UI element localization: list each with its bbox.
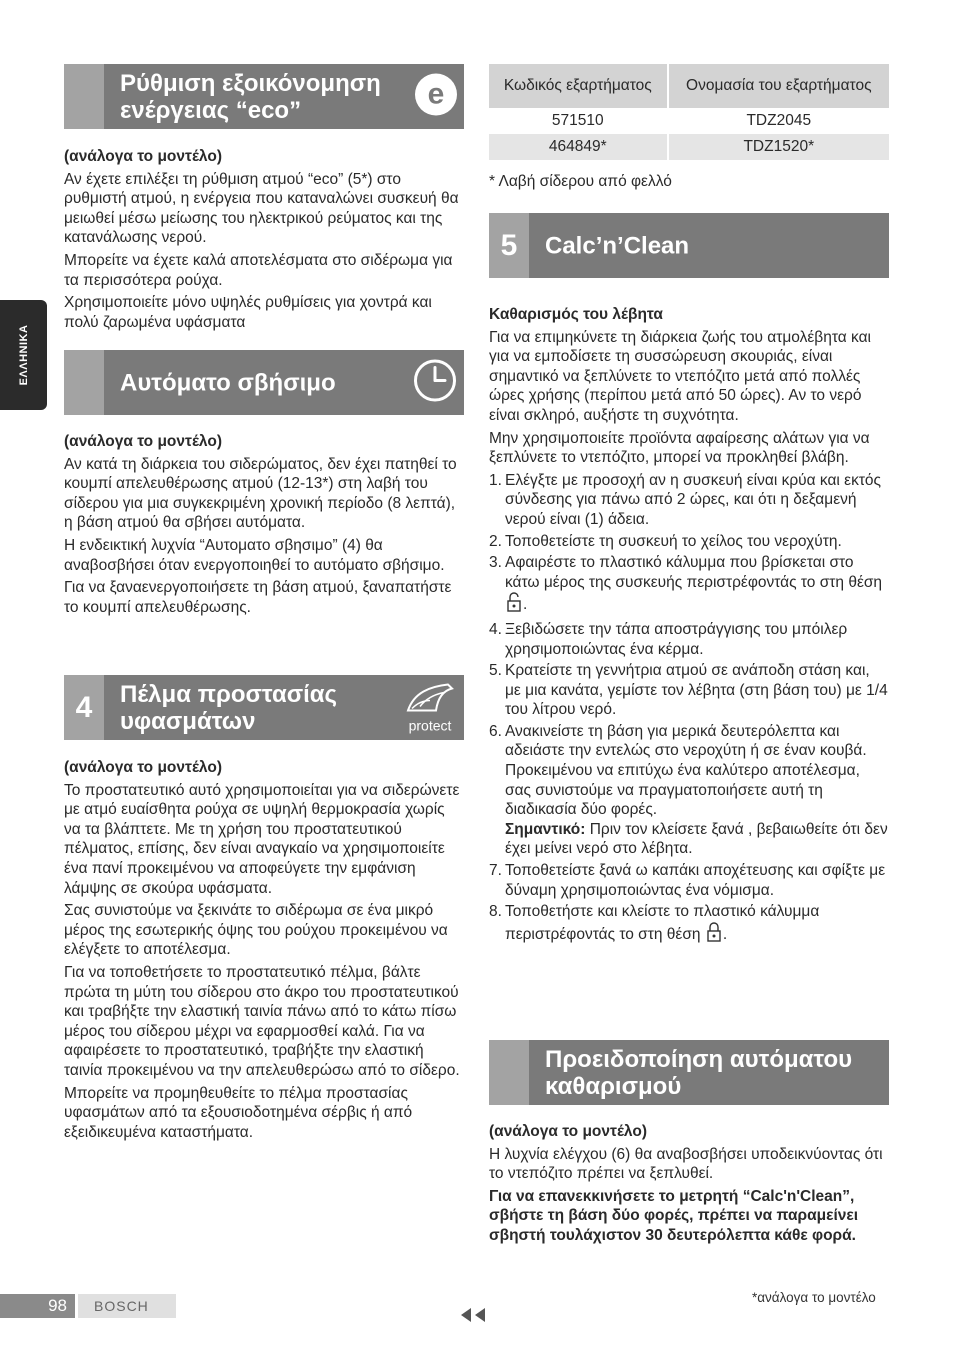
auto-clean-title: Προειδοποίηση αυτόματου καθαρισμού (545, 1045, 853, 1100)
auto-off-model-note: (ανάλογα το μοντέλο) (64, 433, 222, 450)
step-text: Τοποθετήστε και κλείστε το πλαστικό κάλυμμα περιστρέφοντάς το στη θέση (505, 903, 820, 943)
protect-title: Πέλμα προστασίας υφασμάτων (120, 680, 338, 735)
step-end: . (523, 596, 528, 614)
protect-icon (400, 676, 460, 739)
auto-clean-model-note: (ανάλογα το μοντέλο) (489, 1123, 647, 1140)
eco-paragraph: Μπορείτε να έχετε καλά αποτελέσματα στο σιδέρωμα για τα περισσότερα ρούχα. (64, 251, 453, 289)
protect-paragraph: Μπορείτε να προμηθευθείτε το πέλμα προστασίας υφασμάτων από τα εξουσιοδοτημένα σέρβις ή από εξειδικευμένα καταστήματα. (64, 1084, 413, 1141)
step-text: Κρατείστε τη γεννήτρια ατμού σε ανάποδη στάση και, με μια κανάτα, γεμίστε τον λέβητα (στη βάση του) με 1/4 του λίτρου νερό. (505, 662, 888, 719)
step-text: Ξεβιδώσετε την τάπα αποστράγγισης του μπόιλερ χρησιμοποιώντας ένα κέρμα. (505, 620, 848, 658)
table-row (489, 134, 889, 160)
eco-body (64, 147, 464, 335)
step-number: 8. (489, 903, 502, 921)
auto-clean-header (489, 1040, 889, 1105)
eco-header (64, 64, 464, 129)
auto-off-paragraph: Για να ξαναενεργοποιήσετε τη βάση ατμού, ξαναπατήστε το κουμπί απελευθέρωσης. (64, 579, 452, 616)
eco-title: Ρύθμιση εξοικόνομηση ενέργειας “eco” (120, 69, 381, 124)
eco-paragraph: Χρησιμοποιείτε μόνο υψηλές ρυθμίσεις για χοντρά και πολύ ζαρωμένα υφάσματα (64, 294, 432, 331)
language-tab-label: ΕΛΛΗΝΙΚΑ (17, 324, 30, 386)
calc-section-number: 5 (489, 213, 529, 278)
parts-header-cell: Ονομασία του εξαρτήματος (668, 64, 889, 108)
clock-icon (412, 357, 458, 408)
step-text: Τοποθετείστε τη συσκευή το χείλος του νεροχύτη. (505, 532, 842, 550)
list-item (489, 661, 889, 720)
table-row (489, 108, 889, 134)
parts-cell: TDZ1520* (668, 134, 889, 160)
eco-header-marker (64, 64, 104, 129)
list-item (489, 532, 889, 552)
parts-header-cell: Κωδικός εξαρτήματος (489, 64, 668, 108)
parts-cell: 464849* (489, 134, 668, 160)
protect-model-note: (ανάλογα το μοντέλο) (64, 759, 222, 776)
eco-paragraph: Αν έχετε επιλέξει τη ρύθμιση ατμού “eco” (5*) στο ρυθμιστή ατμού, η ενέργεια που καταναλώνει συσκευή θα μειωθεί μέσω μείωσης του ηλεκτρικού ρεύματος και της κατανάλωσης νερού. (64, 170, 459, 247)
list-item (489, 902, 889, 947)
list-item (489, 722, 889, 859)
important-text: Πριν τον κλείσετε ξανά , βεβαιωθείτε ότι δεν έχει μείνει νερό στο λέβητα. (505, 820, 888, 858)
step-number: 5. (489, 662, 502, 680)
parts-table (489, 64, 889, 160)
auto-off-header (64, 350, 464, 415)
auto-clean-header-marker (489, 1040, 529, 1105)
step-number: 7. (489, 862, 502, 880)
auto-off-title: Αυτόματο σβήσιμο (120, 369, 336, 396)
unlock-icon (507, 592, 521, 618)
protect-header (64, 675, 464, 740)
lock-icon (707, 922, 721, 948)
step-text: Τοποθετείστε ξανά ω καπάκι αποχέτευσης και σφίξτε με δύναμη χρησιμοποιώντας ένα νόμισμα. (505, 862, 886, 899)
page-nav-arrows-icon (461, 1308, 489, 1327)
auto-off-header-marker (64, 350, 104, 415)
calc-body (489, 305, 889, 949)
calc-paragraph: Μην χρησιμοποιείτε προϊόντα αφαίρεσης αλάτων για να ξεπλύνετε το ντεπόζιτο, μπορεί να προκληθεί βλάβη. (489, 429, 870, 467)
calc-subheading: Καθαρισμός του λέβητα (489, 306, 663, 323)
list-item (489, 861, 889, 900)
step-number: 6. (489, 722, 502, 740)
protect-icon-label: protect (408, 717, 452, 733)
parts-cell: 571510 (489, 108, 668, 134)
eco-model-note: (ανάλογα το μοντέλο) (64, 148, 222, 165)
auto-clean-bold-paragraph: Για να επανεκκινήσετε το μετρητή “Calc'n'Clean”, σβήστε τη βάση δύο φορές, πρέπει να παραμείνει σβηστή τουλάχιστον 30 δευτερόλεπτα κάθε φορά. (489, 1187, 859, 1244)
auto-clean-body (489, 1122, 889, 1249)
step-number: 4. (489, 620, 502, 638)
step-number: 1. (489, 471, 502, 489)
auto-clean-paragraph: Η λυχνία ελέγχου (6) θα αναβοσβήσει υποδεικνύοντας ότι το ντεπόζιτο πρέπει να ξεπλυθεί. (489, 1145, 883, 1183)
eco-icon-letter: e (427, 77, 445, 110)
protect-paragraph: Για να τοποθετήσετε το προστατευτικό πέλμα, βάλτε πρώτα τη μύτη του σίδερου στο άκρο του προστατευτικού και τραβήξτε την ελαστική ταινία πάνω από το κάτω πίσω μέρος του σίδερου μέχρι να εφαρμοσθεί καλά. Για να αφαιρέσετε το προστατευτικό, τραβήξτε την ελαστική ταινία προκειμένου να την απελευθερώσω από το σίδερο. (64, 963, 460, 1079)
parts-table-header (489, 64, 889, 108)
important-label: Σημαντικό: (505, 820, 586, 838)
step-number: 2. (489, 532, 502, 550)
step-text: Ελέγξτε με προσοχή αν η συσκευή είναι κρύα και εκτός σύνδεσης για πάνω από 2 ώρες, και ότι η δεξαμενή νερού είναι (1) άδεια. (505, 471, 882, 528)
step-number: 3. (489, 554, 502, 572)
protect-section-number: 4 (64, 675, 104, 740)
auto-off-paragraph: Η ενδεικτική λυχνία “Αυτοματο σβησιμο” (4) θα αναβοσβήσει όταν ενεργοποιηθεί το αυτόματο σβήσιμο. (64, 536, 445, 574)
step-end: . (722, 925, 728, 943)
language-tab (0, 300, 47, 410)
page-number: 98 (0, 1294, 75, 1318)
eco-icon (414, 72, 458, 121)
parts-footnote: * Λαβή σίδερου από φελλό (489, 173, 672, 190)
brand-label: BOSCH (78, 1294, 176, 1318)
protect-paragraph: Σας συνιστούμε να ξεκινάτε το σιδέρωμα σε ένα μικρό μέρος της εσωτερικής όψης του ρούχου προκειμένου να ελέγξετε το αποτέλεσμα. (64, 902, 448, 959)
parts-cell: TDZ2045 (668, 108, 889, 134)
step-text: Αφαιρέστε το πλαστικό κάλυμμα που βρίσκεται στο κάτω μέρος της συσκευής περιστρέφοντάς το στη θέση (505, 554, 883, 591)
step-text: Ανακινείστε τη βάση για μερικά δευτερόλεπτα και αδειάστε την εντελώς στο νεροχύτη ή σε έναν κουβά. Προκειμένου να επιτύχω ένα καλύτερο αποτέλεσμα, σας συνιστούμε να πραγματοποιήσετε αυτή τη διαδικασία δύο φορές. (505, 722, 867, 819)
calc-header (489, 213, 889, 278)
list-item (489, 471, 889, 530)
list-item (489, 620, 889, 659)
calc-title: Calc’n’Clean (545, 232, 690, 259)
list-item (489, 553, 889, 618)
footer-note: *ανάλογα το μοντέλο (752, 1290, 876, 1305)
auto-off-paragraph: Αν κατά τη διάρκεια του σιδερώματος, δεν έχει πατηθεί το κουμπί απελευθέρωσης ατμού (12-13*) στη λαβή του σίδερου για μια συγκεκριμένη χρονική περίοδο (8 λεπτά), η βάση ατμού θα σβήσει αυτόματα. (64, 455, 457, 532)
calc-paragraph: Για να επιμηκύνετε τη διάρκεια ζωής του ατμολέβητα και για να εμποδίσετε τη συσσώρευση σκουριάς, είναι σημαντικό να ξεπλύνετε το ντεπόζιτο μετά από πολλές ώρες χρήσης (περίπου μετά από 50 ώρες). Αν το νερό είναι σκληρό, αυξήστε τη συχνότητα. (489, 328, 871, 424)
protect-body (64, 758, 464, 1145)
auto-off-body (64, 432, 464, 620)
calc-steps (489, 471, 889, 948)
protect-paragraph: Το προστατευτικό αυτό χρησιμοποιείται για να σιδερώνετε με ατμό ευαίσθητα ρούχα σε υψηλή θερμοκρασία χωρίς να τα βλάπτετε. Με τη χρήση του προστατευτικού πέλματος, επίσης, δεν είναι αναγκαίο να χρησιμοποιείτε ένα πανί προκειμένου να αποφεύγετε την εμφάνιση λάμψης σε σκούρα υφάσματα. (64, 781, 460, 897)
